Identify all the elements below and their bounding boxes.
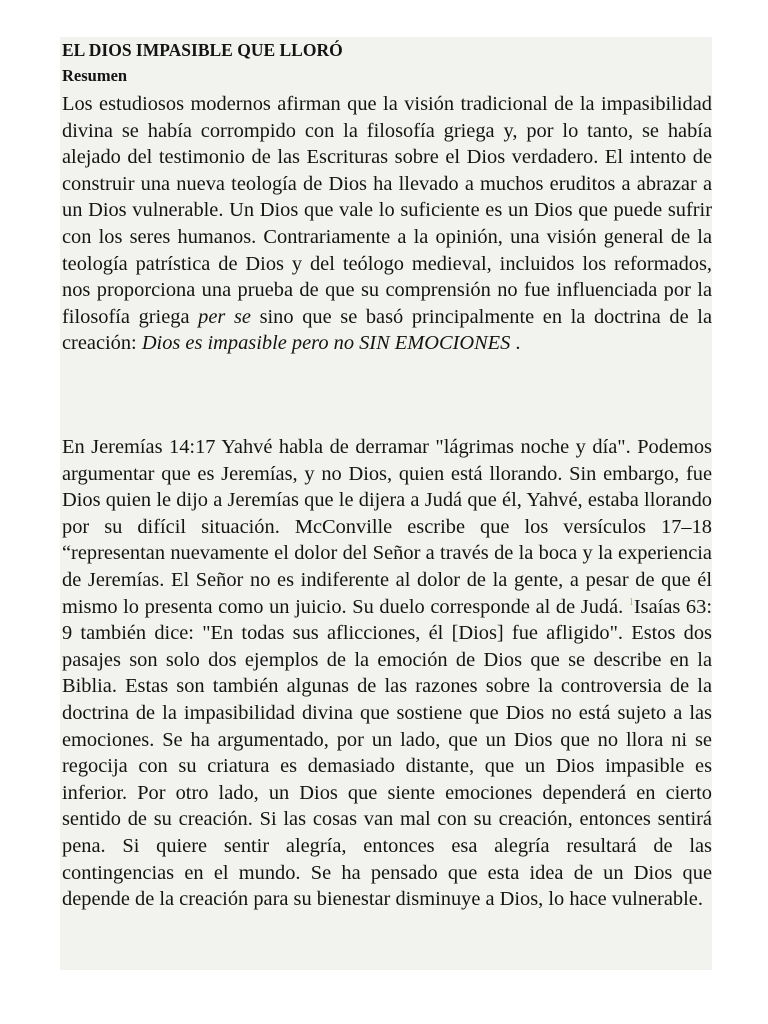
body-text-2: Isaías 63: 9 también dice: "En todas sus aflicciones, él [Dios] fue afligido". Estos dos pasajes son solo dos ejemplos de la emoción de Dios que se describe en la Biblia. Estas son también algunas de las razones sobre la controversia de la doctrina de la impasibilidad divina que sostiene que Dios no está sujeto a las emociones. Se ha argumentado, por un lado, que un Dios que no llora ni se regocija con su criatura es demasiado distante, que un Dios impasible es inferior. Por otro lado, un Dios que siente emociones dependerá en cierto sentido de su creación. Si las cosas van mal con su creación, entonces sentirá pena. Si quiere sentir alegría, entonces esa alegría resultará de las contingencias en el mundo. Se ha pensado que esta idea de un Dios que depende de la creación para su bienestar disminuye a Dios, lo hace vulnerable. [62,595,712,911]
latin-term-per-se: per se [198,305,251,328]
footnote-marker[interactable]: 1 [628,596,634,608]
body-text-1: En Jeremías 14:17 Yahvé habla de derramar "lágrimas noche y día". Podemos argumentar que es Jeremías, y no Dios, quien está llorando. Sin embargo, fue Dios quien le dijo a Jeremías que le dijera a Judá que él, Yahvé, estaba llorando por su difícil situación. McConville escribe que los versículos 17–18 “representan nuevamente el dolor del Señor a través de la boca y la experiencia de Jeremías. El Señor no es indiferente al dolor de la gente, a pesar de que él mismo lo presenta como un juicio. Su duelo corresponde al de Judá. [62,436,712,618]
section-heading-resumen: Resumen [62,66,128,85]
thesis-statement: Dios es impasible pero no SIN EMOCIONES [141,332,511,355]
abstract-paragraph [62,91,712,357]
abstract-text-2: sino que se basó principalmente en la doctrina de la creación: [62,305,712,355]
document-page [60,37,712,970]
abstract-text-3: . [510,332,521,355]
body-paragraph [62,434,712,913]
abstract-text-1: Los estudiosos modernos afirman que la visión tradicional de la impasibilidad divina se había corrompido con la filosofía griega y, por lo tanto, se había alejado del testimonio de las Escrituras sobre el Dios verdadero. El intento de construir una nueva teología de Dios ha llevado a muchos eruditos a abrazar a un Dios vulnerable. Un Dios que vale lo suficiente es un Dios que puede sufrir con los seres humanos. Contrariamente a la opinión, una visión general de la teología patrística de Dios y del teólogo medieval, incluidos los reformados, nos proporciona una prueba de que su comprensión no fue influenciada por la filosofía griega [62,93,712,328]
document-title: EL DIOS IMPASIBLE QUE LLORÓ [62,40,343,60]
